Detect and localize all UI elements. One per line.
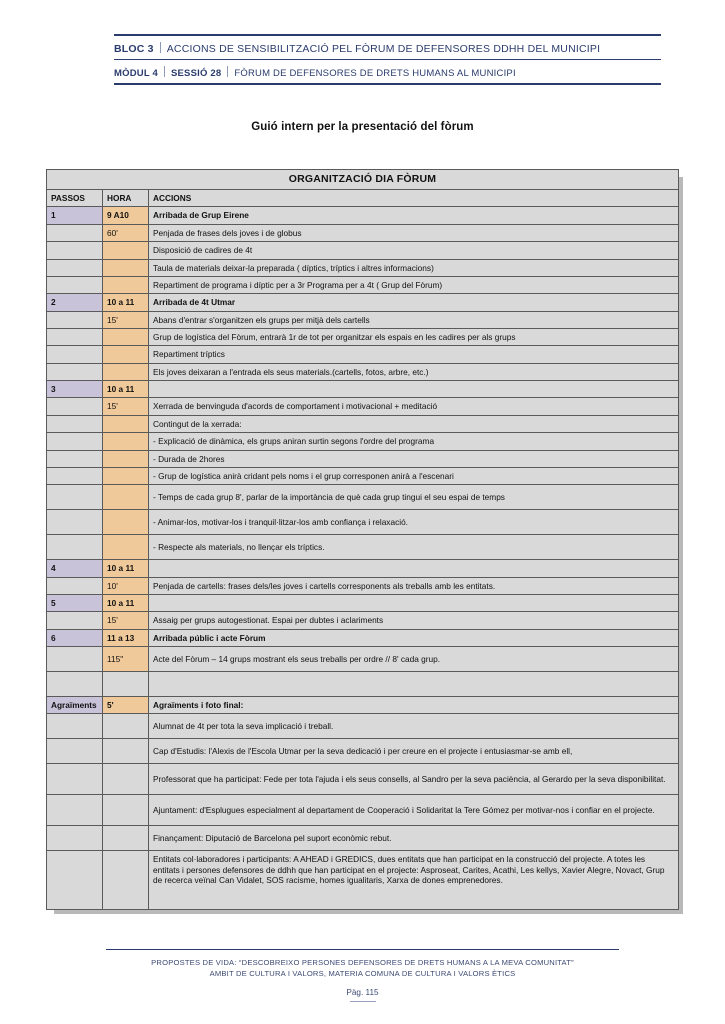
header-bloc-text: ACCIONS DE SENSIBILITZACIÓ PEL FÒRUM DE DEFENSORES DDHH DEL MUNICIPI xyxy=(166,43,601,55)
table-row xyxy=(47,560,679,577)
table-row xyxy=(47,433,679,450)
cell-hora: 9 A10 xyxy=(103,207,149,224)
header-line-bloc xyxy=(46,36,679,59)
cell-accions: Repartiment tríptics xyxy=(149,346,679,363)
header-line-modul xyxy=(46,60,679,83)
table-row xyxy=(47,826,679,851)
footer-tick xyxy=(350,1001,376,1002)
page-number: Pàg. 115 xyxy=(346,988,379,997)
cell-passos xyxy=(47,535,103,560)
table-row xyxy=(47,714,679,739)
cell-accions xyxy=(149,381,679,398)
cell-accions: Cap d'Estudis: l'Alexis de l'Escola Utmar per la seva dedicació i per creure en el projecte i entusiasmar-se amb ell, xyxy=(149,739,679,764)
cell-hora: 10 a 11 xyxy=(103,594,149,611)
cell-passos xyxy=(47,577,103,594)
cell-hora xyxy=(103,467,149,484)
cell-accions: Finançament: Diputació de Barcelona pel suport econòmic rebut. xyxy=(149,826,679,851)
cell-passos xyxy=(47,714,103,739)
table-title-row xyxy=(47,170,679,190)
cell-passos xyxy=(47,510,103,535)
cell-accions: Arribada de Grup Eirene xyxy=(149,207,679,224)
header-modul-text: FÒRUM DE DEFENSORES DE DRETS HUMANS AL MUNICIPI xyxy=(234,68,516,79)
cell-hora: 10 a 11 xyxy=(103,294,149,311)
cell-accions: Assaig per grups autogestionat. Espai per dubtes i aclariments xyxy=(149,612,679,629)
cell-hora: 5' xyxy=(103,697,149,714)
table-row xyxy=(47,672,679,697)
cell-hora xyxy=(103,450,149,467)
table-row xyxy=(47,311,679,328)
cell-accions: Entitats col·laboradores i participants: A AHEAD i GREDICS, dues entitats que han participat en la construcció del projecte. A totes les entitats i persones defensores de ddhh que han participat en el projecte: Asproseat, Carites, Acathi, Les kellys, Xavier Alegre, Novact, Grup de recerca veïnal Can Vidalet, SOS racisme, homes igualitaris, Xarxa de dones emprenedores. xyxy=(149,851,679,910)
cell-hora xyxy=(103,346,149,363)
header-modul-label: MÒDUL 4 xyxy=(114,68,158,79)
table-row xyxy=(47,294,679,311)
table-row xyxy=(47,363,679,380)
cell-hora xyxy=(103,415,149,432)
table-row xyxy=(47,510,679,535)
cell-accions: Penjada de cartells: frases dels/les joves i cartells corresponents als treballs amb les entitats. xyxy=(149,577,679,594)
cell-accions: Contingut de la xerrada: xyxy=(149,415,679,432)
header-rule-bottom xyxy=(114,83,661,85)
cell-passos xyxy=(47,795,103,826)
schedule-table xyxy=(46,169,679,910)
cell-passos xyxy=(47,415,103,432)
cell-accions: Els joves deixaran a l'entrada els seus materials.(cartells, fotos, arbre, etc.) xyxy=(149,363,679,380)
cell-accions: Grup de logística del Fòrum, entrarà 1r de tot per organitzar els espais en les cadires per als grups xyxy=(149,329,679,346)
cell-accions: Abans d'entrar s'organitzen els grups per mitjà dels cartells xyxy=(149,311,679,328)
cell-passos xyxy=(47,612,103,629)
cell-accions: Ajuntament: d'Esplugues especialment al departament de Cooperació i Solidaritat la Tere Gómez per motivar-nos i confiar en el projecte. xyxy=(149,795,679,826)
cell-passos xyxy=(47,346,103,363)
cell-hora xyxy=(103,851,149,910)
table-row xyxy=(47,612,679,629)
table-row xyxy=(47,647,679,672)
header-divider-icon-3 xyxy=(227,66,228,77)
table-row xyxy=(47,485,679,510)
cell-passos: 3 xyxy=(47,381,103,398)
footer-line-2: AMBIT DE CULTURA I VALORS, MATERIA COMUNA DE CULTURA I VALORS ÈTICS xyxy=(209,969,516,978)
cell-hora: 15' xyxy=(103,612,149,629)
cell-passos: 2 xyxy=(47,294,103,311)
cell-hora xyxy=(103,739,149,764)
cell-passos: 1 xyxy=(47,207,103,224)
table-row xyxy=(47,851,679,910)
table-row xyxy=(47,329,679,346)
table-row xyxy=(47,697,679,714)
table-row xyxy=(47,276,679,293)
table-row xyxy=(47,795,679,826)
cell-hora: 15' xyxy=(103,398,149,415)
page-title: Guió intern per la presentació del fòrum xyxy=(251,121,474,133)
cell-accions xyxy=(149,560,679,577)
cell-passos xyxy=(47,224,103,241)
table-row xyxy=(47,629,679,646)
table-row xyxy=(47,398,679,415)
header-bloc-label: BLOC 3 xyxy=(114,43,154,55)
table-row xyxy=(47,577,679,594)
schedule-table-wrapper xyxy=(46,169,679,910)
cell-hora xyxy=(103,795,149,826)
cell-passos xyxy=(47,739,103,764)
cell-hora xyxy=(103,535,149,560)
cell-passos xyxy=(47,450,103,467)
cell-passos: 4 xyxy=(47,560,103,577)
cell-passos xyxy=(47,276,103,293)
cell-accions: Arribada de 4t Utmar xyxy=(149,294,679,311)
table-row xyxy=(47,242,679,259)
cell-hora xyxy=(103,329,149,346)
cell-accions: Acte del Fòrum – 14 grups mostrant els seus treballs per ordre // 8' cada grup. xyxy=(149,647,679,672)
table-header-row xyxy=(47,190,679,207)
page-footer xyxy=(46,949,679,1002)
cell-hora xyxy=(103,672,149,697)
cell-passos: 5 xyxy=(47,594,103,611)
table-row xyxy=(47,467,679,484)
cell-hora xyxy=(103,276,149,293)
cell-hora xyxy=(103,433,149,450)
cell-hora: 15' xyxy=(103,311,149,328)
table-row xyxy=(47,594,679,611)
column-header-accions: ACCIONS xyxy=(149,190,679,207)
cell-passos xyxy=(47,764,103,795)
cell-hora xyxy=(103,485,149,510)
cell-accions: - Grup de logística anirà cridant pels noms i el grup corresponen anirà a l'escenari xyxy=(149,467,679,484)
table-row xyxy=(47,450,679,467)
cell-accions: Professorat que ha participat: Fede per tota l'ajuda i els seus consells, al Sandro per la seva paciència, al Gerardo per la seva disponibilitat. xyxy=(149,764,679,795)
cell-accions: Taula de materials deixar-la preparada ( díptics, tríptics i altres informacions) xyxy=(149,259,679,276)
page-header xyxy=(46,0,679,85)
cell-accions: Arribada públic i acte Fòrum xyxy=(149,629,679,646)
cell-passos xyxy=(47,672,103,697)
cell-passos xyxy=(47,329,103,346)
cell-passos xyxy=(47,259,103,276)
cell-accions: Repartiment de programa i díptic per a 3r Programa per a 4t ( Grup del Fòrum) xyxy=(149,276,679,293)
cell-passos: Agraïments xyxy=(47,697,103,714)
cell-accions: Xerrada de benvinguda d'acords de comportament i motivacional + meditació xyxy=(149,398,679,415)
header-divider-icon-2 xyxy=(164,66,165,77)
cell-accions: Disposició de cadires de 4t xyxy=(149,242,679,259)
cell-passos xyxy=(47,647,103,672)
table-row xyxy=(47,259,679,276)
cell-passos xyxy=(47,485,103,510)
table-row xyxy=(47,415,679,432)
footer-rule xyxy=(106,949,619,950)
cell-passos xyxy=(47,433,103,450)
cell-accions: - Explicació de dinàmica, els grups aniran surtin segons l'ordre del programa xyxy=(149,433,679,450)
cell-accions: Alumnat de 4t per tota la seva implicació i treball. xyxy=(149,714,679,739)
cell-accions: - Durada de 2hores xyxy=(149,450,679,467)
cell-passos xyxy=(47,851,103,910)
table-row xyxy=(47,381,679,398)
cell-accions xyxy=(149,594,679,611)
cell-hora: 60' xyxy=(103,224,149,241)
cell-accions: - Temps de cada grup 8', parlar de la importància de què cada grup tingui el seu espai de temps xyxy=(149,485,679,510)
column-header-hora: HORA xyxy=(103,190,149,207)
header-sessio-label: SESSIÓ 28 xyxy=(170,68,222,79)
cell-accions xyxy=(149,672,679,697)
cell-passos xyxy=(47,467,103,484)
cell-hora xyxy=(103,714,149,739)
table-row xyxy=(47,224,679,241)
table-row xyxy=(47,764,679,795)
table-title: ORGANITZACIÓ DIA FÒRUM xyxy=(47,170,679,190)
table-row xyxy=(47,207,679,224)
schedule-table-body xyxy=(47,170,679,910)
cell-accions: - Animar-los, motivar-los i tranquil·litzar-los amb confiança i relaxació. xyxy=(149,510,679,535)
cell-hora xyxy=(103,242,149,259)
cell-passos xyxy=(47,826,103,851)
cell-accions: Agraïments i foto final: xyxy=(149,697,679,714)
cell-hora: 115" xyxy=(103,647,149,672)
cell-hora xyxy=(103,764,149,795)
cell-hora: 11 a 13 xyxy=(103,629,149,646)
cell-hora xyxy=(103,259,149,276)
cell-passos xyxy=(47,311,103,328)
cell-hora: 10 a 11 xyxy=(103,381,149,398)
header-divider-icon xyxy=(160,42,161,53)
cell-passos: 6 xyxy=(47,629,103,646)
cell-accions: Penjada de frases dels joves i de globus xyxy=(149,224,679,241)
cell-passos xyxy=(47,242,103,259)
cell-hora: 10' xyxy=(103,577,149,594)
table-row xyxy=(47,739,679,764)
cell-hora xyxy=(103,363,149,380)
footer-line-1: PROPOSTES DE VIDA: “DESCOBREIXO PERSONES DEFENSORES DE DRETS HUMANS A LA MEVA COMUNITAT” xyxy=(151,958,574,967)
cell-accions: - Respecte als materials, no llençar els tríptics. xyxy=(149,535,679,560)
table-row xyxy=(47,535,679,560)
cell-passos xyxy=(47,363,103,380)
table-row xyxy=(47,346,679,363)
cell-hora xyxy=(103,510,149,535)
column-header-passos: PASSOS xyxy=(47,190,103,207)
cell-passos xyxy=(47,398,103,415)
cell-hora xyxy=(103,826,149,851)
cell-hora: 10 a 11 xyxy=(103,560,149,577)
